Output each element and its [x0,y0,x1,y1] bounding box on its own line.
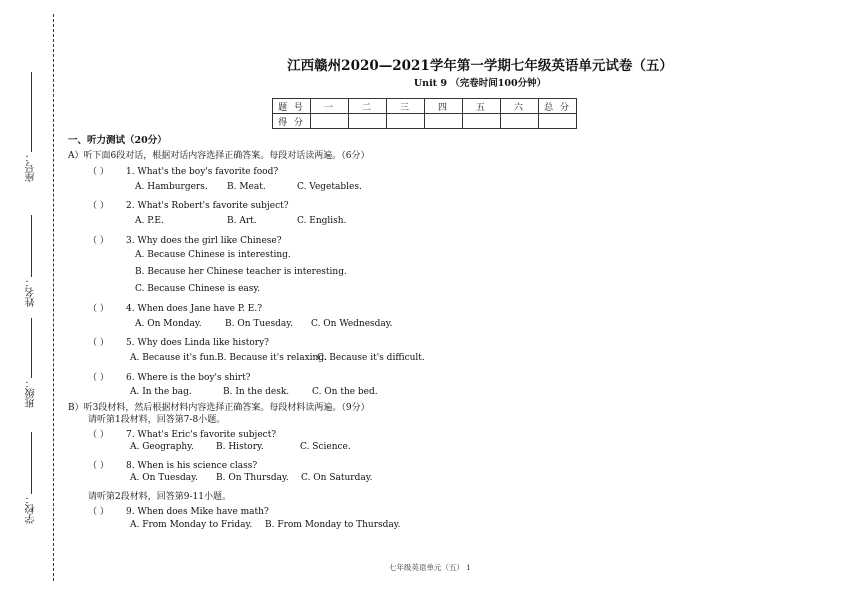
score-input-cell[interactable] [539,114,577,129]
score-table-header-row [273,99,577,114]
option-b: B. In the desk. [223,387,290,397]
exam-title: 江西赣州2020—2021学年第一学期七年级英语单元试卷（五） [287,58,673,74]
seat-number-blank [31,72,33,152]
question-text: 5. Why does Linda like history? [126,338,270,348]
answer-bracket[interactable]: （ ） [88,430,109,440]
material-1-instruction: 请听第1段材料，回答第7-8小题。 [88,415,226,425]
option-b: B. Because it's relaxing. [217,353,327,363]
question-7-options [130,442,351,452]
option-a: A. Hamburgers. [135,182,208,192]
question-3 [88,233,282,246]
question-text: 9. When does Mike have math? [126,507,269,517]
part-a-instruction: A）听下面6段对话，根据对话内容选择正确答案。每段对话读两遍。（6分） [68,151,370,161]
question-3-option-a: A. Because Chinese is interesting. [135,250,291,260]
section-1-heading: 一、听力测试（20分） [68,135,167,146]
class-blank [31,318,33,378]
school-text: 学校： [26,494,37,524]
seat-number-text: 座号： [26,152,37,182]
school-label [14,432,50,524]
question-text: 1. What's the boy's favorite food? [126,167,279,177]
score-table-score-row [273,114,577,129]
part-b-instruction: B）听3段材料，然后根据材料内容选择正确答案。每段材料读两遍。（9分） [68,403,370,413]
question-9-options [130,520,401,530]
answer-bracket[interactable]: （ ） [88,461,109,471]
binding-dashed-line [53,14,54,581]
name-label [14,215,50,307]
question-6 [88,370,251,383]
question-1 [88,164,278,177]
option-b: B. Art. [227,216,257,226]
name-blank [31,215,33,277]
question-5-options [130,353,425,363]
option-c: C. On Saturday. [301,473,373,483]
class-label [14,318,50,408]
score-input-cell[interactable] [463,114,501,129]
answer-bracket[interactable]: （ ） [88,304,109,314]
option-a: A. Because it's fun. [130,353,218,363]
score-input-cell[interactable] [501,114,539,129]
option-c: C. Because it's difficult. [317,353,425,363]
score-input-cell[interactable] [349,114,387,129]
question-text: 8. When is his science class? [126,461,258,471]
question-7 [88,427,276,440]
answer-bracket[interactable]: （ ） [88,167,109,177]
option-c: C. On Wednesday. [311,319,393,329]
question-9 [88,504,269,517]
score-input-cell[interactable] [311,114,349,129]
score-row-label: 得 分 [273,114,311,129]
page-footer: 七年级英语单元（五） 1 [388,563,472,572]
question-4 [88,301,262,314]
option-a: A. Geography. [130,442,194,452]
question-text: 3. Why does the girl like Chinese? [126,236,282,246]
score-header-cell: 五 [463,99,501,114]
seat-number-label [14,72,50,182]
option-b: B. On Tuesday. [225,319,293,329]
score-header-cell: 二 [349,99,387,114]
question-8 [88,458,257,471]
score-input-cell[interactable] [425,114,463,129]
question-text: 2. What's Robert's favorite subject? [126,201,289,211]
score-header-cell: 三 [387,99,425,114]
option-a: A. P.E. [135,216,164,226]
question-4-options [135,319,393,329]
option-b: B. Meat. [227,182,266,192]
option-c: C. Vegetables. [297,182,362,192]
score-input-cell[interactable] [387,114,425,129]
question-8-options [130,473,372,483]
answer-bracket[interactable]: （ ） [88,236,109,246]
option-b: B. History. [216,442,264,452]
option-a: A. From Monday to Friday. [130,520,253,530]
option-c: C. Science. [300,442,351,452]
answer-bracket[interactable]: （ ） [88,201,109,211]
question-6-options [130,387,378,397]
class-text: 班级： [26,378,37,408]
score-header-cell: 六 [501,99,539,114]
school-blank [31,432,33,494]
option-a: A. In the bag. [130,387,192,397]
question-text: 6. Where is the boy's shirt? [126,373,251,383]
answer-bracket[interactable]: （ ） [88,507,109,517]
question-2-options [135,216,346,226]
question-text: 4. When does Jane have P. E.? [126,304,263,314]
score-header-cell: 四 [425,99,463,114]
option-a: A. On Tuesday. [130,473,198,483]
question-text: 7. What's Eric's favorite subject? [126,430,277,440]
option-c: C. English. [297,216,347,226]
question-5 [88,335,269,348]
question-1-options [135,182,362,192]
question-3-option-b: B. Because her Chinese teacher is interesting. [135,267,347,277]
question-2 [88,198,289,211]
material-2-instruction: 请听第2段材料，回答第9-11小题。 [88,492,231,502]
score-header-cell: 一 [311,99,349,114]
question-3-option-c: C. Because Chinese is easy. [135,284,261,294]
answer-bracket[interactable]: （ ） [88,338,109,348]
score-table [272,98,577,129]
answer-bracket[interactable]: （ ） [88,373,109,383]
score-header-cell: 题 号 [273,99,311,114]
score-header-cell: 总 分 [539,99,577,114]
option-a: A. On Monday. [135,319,202,329]
option-c: C. On the bed. [312,387,378,397]
name-text: 姓名： [26,277,37,307]
exam-subtitle: Unit 9 （完卷时间100分钟） [413,78,547,89]
option-b: B. On Thursday. [216,473,289,483]
option-b: B. From Monday to Thursday. [265,520,401,530]
